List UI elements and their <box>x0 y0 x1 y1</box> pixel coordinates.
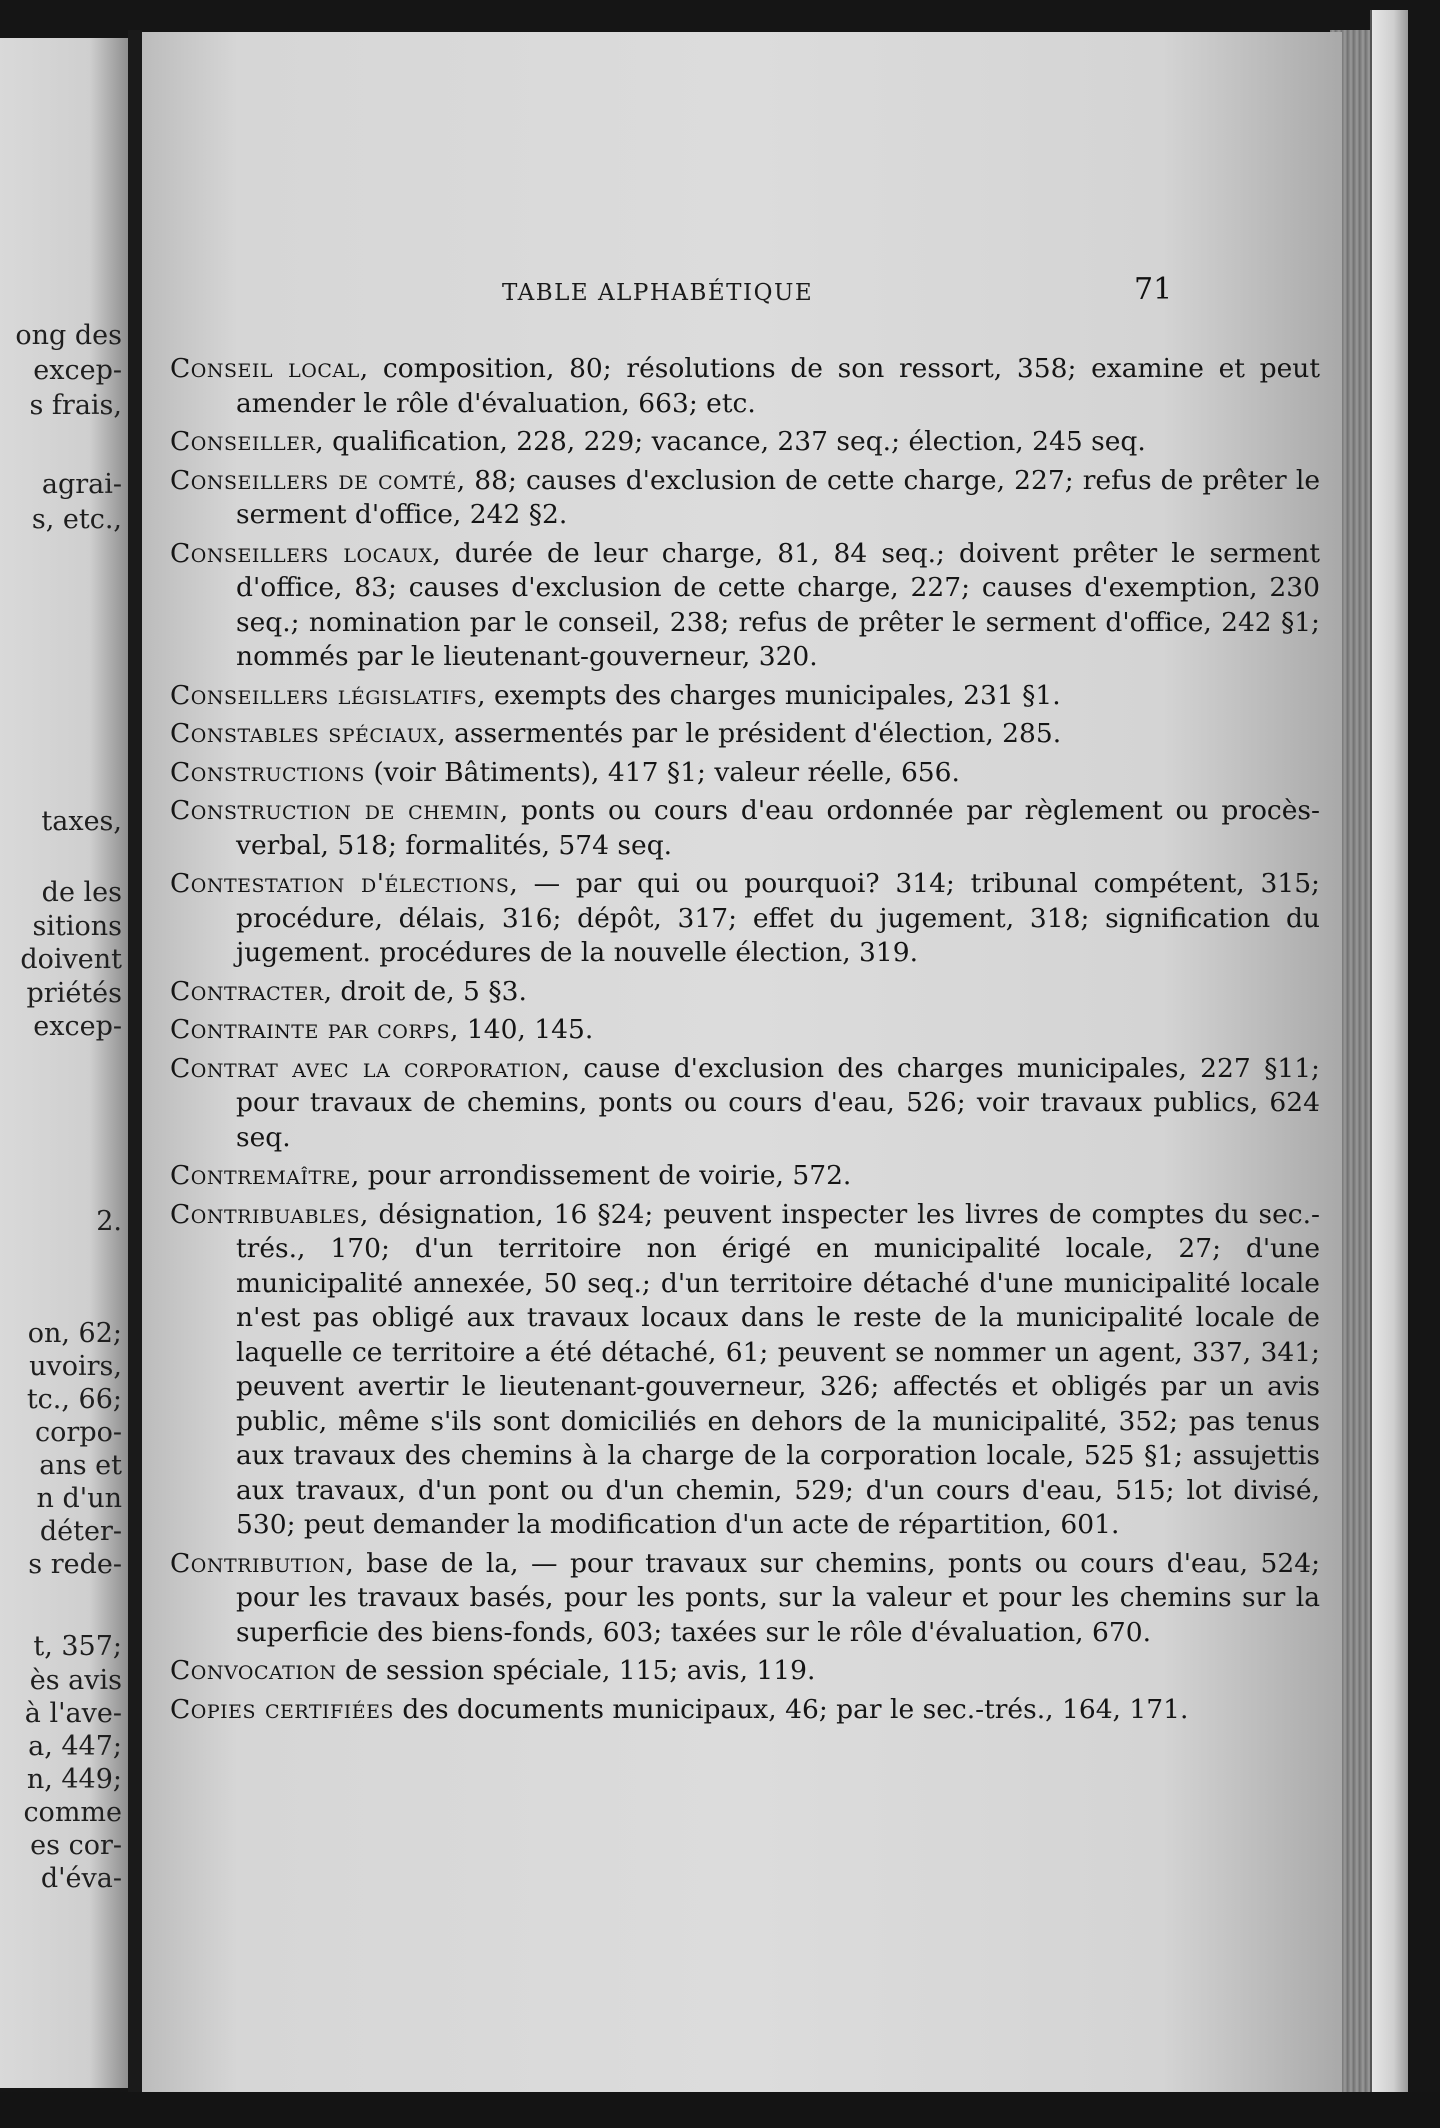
left-text-line: déter- <box>39 1516 122 1547</box>
left-text-line: ans et <box>39 1450 122 1481</box>
left-text-line: sitions <box>32 911 122 942</box>
entry-heading: Contribuables <box>170 1198 361 1230</box>
left-text-line: t, 357; <box>33 1631 122 1662</box>
entry-heading: Construction de chemin <box>170 795 500 826</box>
index-entry <box>170 537 1320 675</box>
index-entry <box>170 464 1320 533</box>
entry-text: , durée de leur charge, 81, 84 seq.; doivent prêter le serment d'office, 83; causes d'exclusion de cette charge, 227; causes d'exemption, 230 seq.; nomination par le conseil, 238; refus de prêter le serment d'office, 242 §1; nommés par le lieutenant-gouverneur, 320. <box>236 537 1320 672</box>
left-text-line: ès avis <box>29 1665 122 1696</box>
entry-text: , qualification, 228, 229; vacance, 237 seq.; élection, 245 seq. <box>315 426 1146 457</box>
left-text-line: taxes, <box>41 806 122 837</box>
left-text-line: ong des <box>15 320 122 351</box>
left-page <box>0 38 128 2088</box>
left-text-line: à l'ave- <box>24 1698 122 1729</box>
entry-text: (voir Bâtiments), 417 §1; valeur réelle, 656. <box>364 756 960 788</box>
left-text-line: on, 62; <box>27 1318 122 1349</box>
left-text-line: es cor- <box>30 1830 122 1861</box>
page-header <box>142 272 1342 320</box>
index-entry <box>170 1198 1320 1543</box>
index-entry <box>170 867 1320 971</box>
index-entry <box>170 1547 1320 1651</box>
entry-text: , droit de, 5 §3. <box>323 975 527 1007</box>
entry-text: des documents municipaux, 46; par le sec.-trés., 164, 171. <box>393 1693 1189 1725</box>
entry-heading: Contestation d'élections <box>170 868 510 899</box>
left-text-line: s, etc., <box>31 504 122 535</box>
entry-heading: Contrat avec la corporation <box>170 1052 562 1084</box>
index-entries <box>170 352 1320 1731</box>
entry-heading: Conseiller <box>170 426 316 457</box>
entry-text: , composition, 80; résolutions de son ressort, 358; examine et peut amender le rôle d'évaluation, 663; etc. <box>236 353 1321 419</box>
index-entry <box>170 425 1320 460</box>
entry-text: , assermentés par le président d'élection, 285. <box>437 718 1062 749</box>
left-text-line: s rede- <box>28 1549 122 1580</box>
entry-text: , 140, 145. <box>450 1014 594 1045</box>
entry-heading: Contracter <box>170 975 324 1007</box>
left-text-line: excep- <box>33 355 122 386</box>
entry-heading: Constables spéciaux <box>170 718 438 749</box>
entry-text: , pour arrondissement de voirie, 572. <box>350 1160 852 1191</box>
index-entry <box>170 352 1320 421</box>
index-entry <box>170 679 1320 714</box>
index-entry <box>170 1693 1320 1728</box>
left-text-line: d'éva- <box>40 1863 122 1894</box>
left-text-line: uvoirs, <box>29 1351 122 1382</box>
entry-text: , base de la, — pour travaux sur chemins, ponts ou cours d'eau, 524; pour les travaux basés, pour les ponts, sur la valeur et pour les chemins sur la superficie des biens-fonds, 603; taxées sur le rôle d'évaluation, 670. <box>236 1547 1320 1648</box>
entry-text: de session spéciale, 115; avis, 119. <box>336 1655 816 1686</box>
left-text-line: doivent <box>20 944 122 975</box>
left-text-line: de les <box>41 877 122 908</box>
page-number: 71 <box>1134 272 1173 307</box>
left-text-line: agrai- <box>41 469 122 500</box>
entry-heading: Constructions <box>170 756 365 788</box>
entry-heading: Contremaître <box>170 1160 351 1191</box>
entry-heading: Convocation <box>170 1655 337 1686</box>
index-entry <box>170 794 1320 863</box>
entry-heading: Conseillers législatifs <box>170 679 478 711</box>
entry-text: , ponts ou cours d'eau ordonnée par règlement ou procès-verbal, 518; formalités, 574 seq. <box>236 795 1320 861</box>
left-text-line: tc., 66; <box>26 1384 122 1415</box>
index-entry <box>170 1052 1320 1156</box>
index-entry <box>170 1654 1320 1689</box>
index-entry <box>170 1159 1320 1194</box>
left-text-line: n d'un <box>36 1483 122 1514</box>
entry-text: , cause d'exclusion des charges municipales, 227 §11; pour travaux de chemins, ponts ou cours d'eau, 526; voir travaux publics, 624 seq. <box>236 1052 1320 1153</box>
right-page <box>142 32 1342 2092</box>
left-text-line: comme <box>23 1797 122 1828</box>
left-text-line: a, 447; <box>28 1731 122 1762</box>
book-gutter <box>128 30 142 2096</box>
scan-background <box>0 2092 1440 2128</box>
entry-heading: Conseil local <box>170 353 360 384</box>
left-text-line: priétés <box>26 978 122 1009</box>
entry-heading: Conseillers de comté <box>170 464 457 496</box>
index-entry <box>170 717 1320 752</box>
entry-heading: Contrainte par corps <box>170 1014 450 1045</box>
left-text-line: corpo- <box>35 1417 122 1448</box>
index-entry <box>170 1013 1320 1048</box>
left-text-line: s frais, <box>29 390 122 421</box>
entry-text: , 88; causes d'exclusion de cette charge, 227; refus de prêter le serment d'office, 242 §2. <box>236 464 1320 530</box>
entry-text: , — par qui ou pourquoi? 314; tribunal compétent, 315; procédure, délais, 316; dépôt, 317; effet du jugement, 318; signification du jugement. procédures de la nouvelle élection, 319. <box>236 868 1320 968</box>
left-text-line: n, 449; <box>26 1764 122 1795</box>
left-text-line: excep- <box>33 1011 122 1042</box>
index-entry <box>170 975 1320 1010</box>
entry-heading: Contribution <box>170 1547 346 1579</box>
running-title: TABLE ALPHABÉTIQUE <box>502 280 814 306</box>
entry-heading: Copies certifiées <box>170 1693 394 1725</box>
entry-text: , désignation, 16 §24; peuvent inspecter les livres de comptes du sec.-trés., 170; d'un territoire non érigé en municipalité locale, 27; d'une municipalité annexée, 50 seq.; d'un territoire détaché d'une municipalité locale n'est pas obligé aux travaux locaux dans le reste de la municipalité locale de laquelle ce territoire a été détaché, 61; peuvent se nommer un agent, 337, 341; peuvent avertir le lieutenant-gouverneur, 326; affectés et obligés par un avis public, même s'ils sont domiciliés en dehors de la municipalité, 352; pas tenus aux travaux des chemins à la charge de la corporation locale, 525 §1; assujettis aux travaux, d'un pont ou d'un chemin, 529; d'un cours d'eau, 515; lot divisé, 530; peut demander la modification d'un acte de répartition, 601. <box>236 1198 1320 1540</box>
entry-heading: Conseillers locaux <box>170 537 433 569</box>
left-text-line: 2. <box>96 1206 122 1237</box>
book-cover-edge <box>1370 10 1408 2120</box>
entry-text: , exempts des charges municipales, 231 §1. <box>477 679 1061 711</box>
index-entry <box>170 756 1320 791</box>
